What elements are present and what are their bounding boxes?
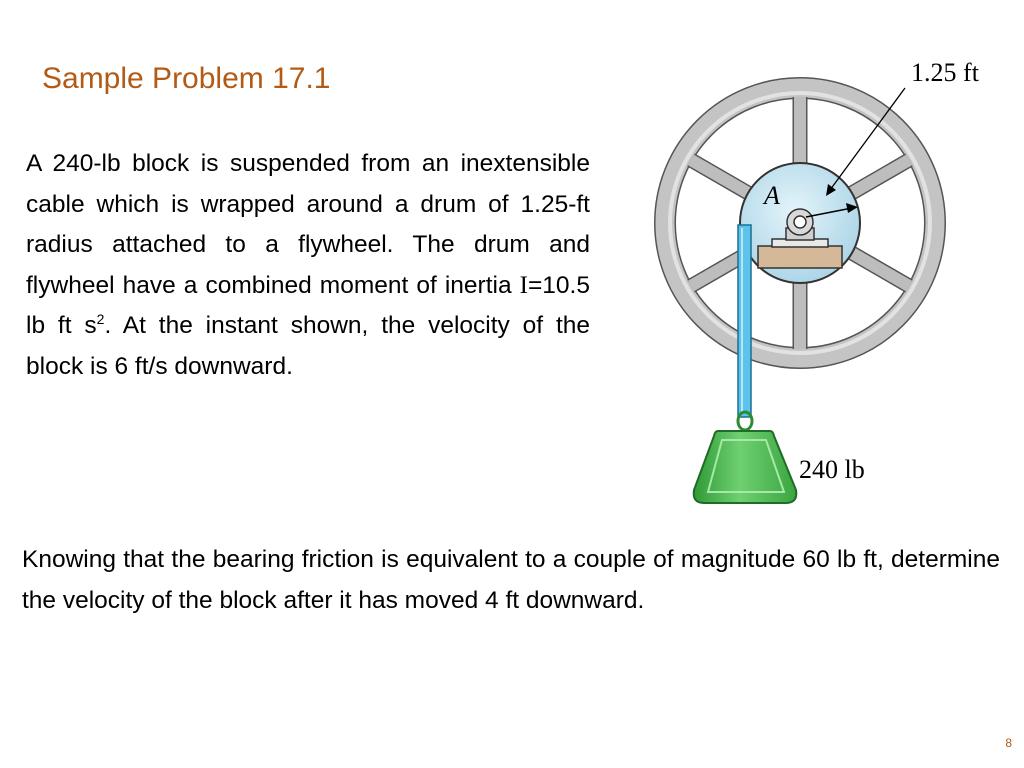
block-240lb (694, 431, 797, 503)
cable (738, 225, 751, 417)
exponent: 2 (96, 311, 105, 327)
axle-pin (794, 216, 806, 228)
problem-statement (26, 144, 590, 387)
problem-question: Knowing that the bearing friction is equivalent to a couple of magnitude 60 lb ft, determine the velocity of the block after it has moved 4 ft downward. (22, 546, 1000, 614)
flywheel-diagram (600, 40, 1010, 515)
weight-label: 240 lb (799, 455, 865, 484)
page-number: 8 (1005, 736, 1012, 750)
problem-text-part1: A 240-lb block is suspended from an inextensible cable which is wrapped around a drum of 1.25-ft radius attached to a flywheel. The drum and flywheel have a combined moment of inertia (26, 150, 590, 299)
support-base (758, 246, 842, 268)
point-a-label: A (764, 181, 780, 210)
inertia-symbol: I (519, 271, 528, 299)
problem-text-part2: =10.5 lb ft s (26, 271, 590, 339)
problem-text-part3: . At the instant shown, the velocity of the block is 6 ft/s downward. (26, 312, 591, 380)
radius-label: 1.25 ft (911, 58, 979, 87)
slide-title: Sample Problem 17.1 (42, 62, 331, 95)
